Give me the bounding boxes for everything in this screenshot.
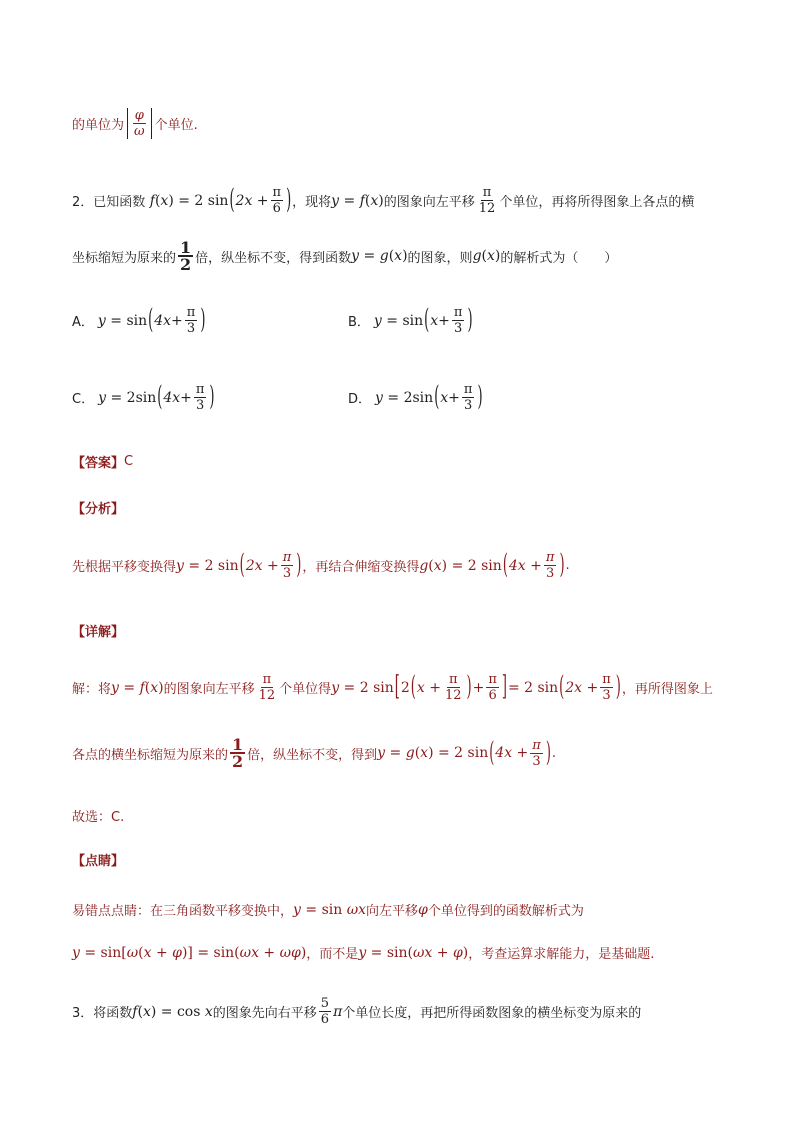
q2-number: 2． (72, 195, 94, 210)
detail-heading-line (72, 621, 124, 640)
half-fraction: $\frac{1}{2}$ (180, 238, 192, 274)
option-d[interactable]: D． y = 2sin ( x + $\frac{\pi}{3}$ ) (348, 381, 483, 414)
detail-line-2: 各点的横坐标缩短为原来的 $\frac{1}{2}$ 倍，纵坐标不变，得到 y = g(x) = 2 sin ( 4x + $\frac{\pi}{3}$ ) . (72, 735, 557, 771)
tip-heading-line (72, 850, 124, 869)
analysis-line: 先根据平移变换得 y = 2 sin ( 2x + $\frac{\pi}{3}$ ) ，再结合伸缩变换得 g(x) = 2 sin ( 4x + $\frac{\pi}{3}$ ) . (72, 549, 570, 582)
analysis-heading: 【分析】 (72, 502, 125, 517)
top-line-tail: 个单位. (154, 118, 198, 133)
answer-line (72, 452, 133, 471)
analysis-heading-line (72, 498, 124, 517)
option-c[interactable]: C． y = 2sin ( 4x + $\frac{\pi}{3}$ ) (72, 381, 215, 414)
answer-value: C (124, 454, 134, 469)
detail-heading: 【详解】 (72, 625, 125, 640)
shift-fraction: $\frac{\pi}{12}$ (478, 185, 496, 216)
detail-line-1: 解：将 y = f(x) 的图象向左平移 $\frac{\pi}{12}$ 个单位得 y = 2 sin [ 2 ( x + $\frac{\pi}{12}$ ) + $\frac{\pi}{6}$ ] = 2 sin ( 2x + $\frac{\pi}{3}$ ) ，再所得图象上 (72, 671, 713, 704)
top-line-text: 的单位为 (72, 118, 125, 133)
tip-heading: 【点睛】 (72, 854, 125, 869)
q2-line-1: 2． 已知函数 f(x) = 2 sin ( 2x + $\frac{\pi}{6}$ ) ，现将 y = f(x) 的图象向左平移 $\frac{\pi}{12}$ 个单位，再将所得图象上各点的横 (72, 184, 695, 217)
tip-line-1: 易错点点睛：在三角函数平移变换中， y = sin ωx 向左平移 φ 个单位得到的函数解析式为 (72, 901, 584, 919)
q2-line-2: 坐标缩短为原来的 $\frac{1}{2}$ 倍，纵坐标不变，得到函数 y = g(x) 的图象，则 g(x) 的解析式为（ ） (72, 238, 618, 274)
top-line (72, 108, 198, 139)
option-a[interactable]: A． y = sin ( 4x + $\frac{\pi}{3}$ ) (72, 304, 206, 337)
q3-line: 3． 将函数 f(x) = cos x 的图象先向右平移 $\frac{5}{6}$ π 个单位长度，再把所得函数图象的横坐标变为原来的 (72, 996, 642, 1027)
q3-number: 3． (72, 1006, 94, 1021)
abs-fraction: $\frac{\varphi}{\omega}$ (127, 108, 152, 139)
choose-text: 故选：C. (72, 810, 125, 825)
answer-heading: 【答案】 (72, 456, 125, 471)
tip-line-2: y = sin[ω(x + φ)] = sin(ωx + ωφ) ，而不是 y = sin(ωx + φ) ，考查运算求解能力，是基础题. (72, 944, 655, 962)
option-b[interactable]: B． y = sin ( x + $\frac{\pi}{3}$ ) (348, 304, 473, 337)
choose-line (72, 806, 124, 825)
formula-f: f(x) = 2 sin (145, 192, 229, 209)
